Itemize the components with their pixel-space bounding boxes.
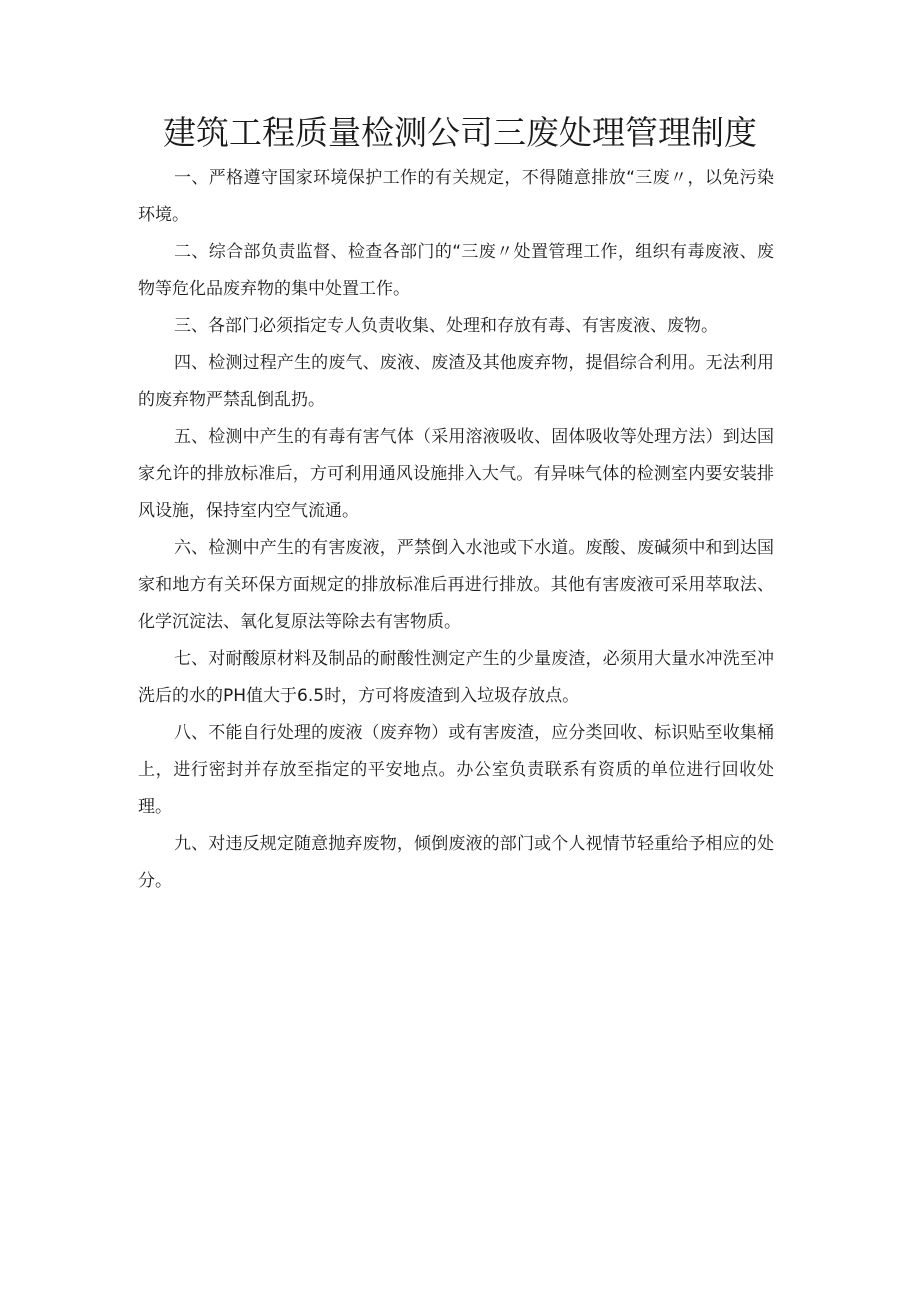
paragraph-1: 一、严格遵守国家环境保护工作的有关规定，不得随意排放“三废〃，以免污染环境。	[138, 168, 774, 225]
paragraph-4: 四、检测过程产生的废气、废液、废渣及其他废弃物，提倡综合利用。无法利用的废弃物严禁乱倒乱扔。	[138, 353, 774, 410]
paragraph-5: 五、检测中产生的有毒有害气体（采用溶液吸收、固体吸收等处理方法）到达国家允许的排放标准后，方可利用通风设施排入大气。有异味气体的检测室内要安装排风设施，保持室内空气流通。	[138, 427, 774, 521]
paragraph-2: 二、综合部负责监督、检查各部门的“三废〃处置管理工作，组织有毒废液、废物等危化品废弃物的集中处置工作。	[138, 242, 774, 299]
paragraph-7: 七、对耐酸原材料及制品的耐酸性测定产生的少量废渣，必须用大量水冲洗至冲洗后的水的PH值大于6.5时，方可将废渣到入垃圾存放点。	[138, 649, 774, 706]
paragraph-6: 六、检测中产生的有害废液，严禁倒入水池或下水道。废酸、废碱须中和到达国家和地方有关环保方面规定的排放标准后再进行排放。其他有害废液可采用萃取法、化学沉淀法、氧化复原法等除去有害物质。	[138, 538, 774, 632]
document-title: 建筑工程质量检测公司三废处理管理制度	[163, 113, 757, 152]
paragraph-3: 三、各部门必须指定专人负责收集、处理和存放有毒、有害废液、废物。	[174, 316, 718, 336]
paragraph-9: 九、对违反规定随意抛弃废物，倾倒废液的部门或个人视情节轻重给予相应的处分。	[138, 834, 774, 891]
document-body	[138, 160, 774, 900]
paragraph-8: 八、不能自行处理的废液（废弃物）或有害废渣，应分类回收、标识贴至收集桶上，进行密封并存放至指定的平安地点。办公室负责联系有资质的单位进行回收处理。	[138, 723, 774, 817]
